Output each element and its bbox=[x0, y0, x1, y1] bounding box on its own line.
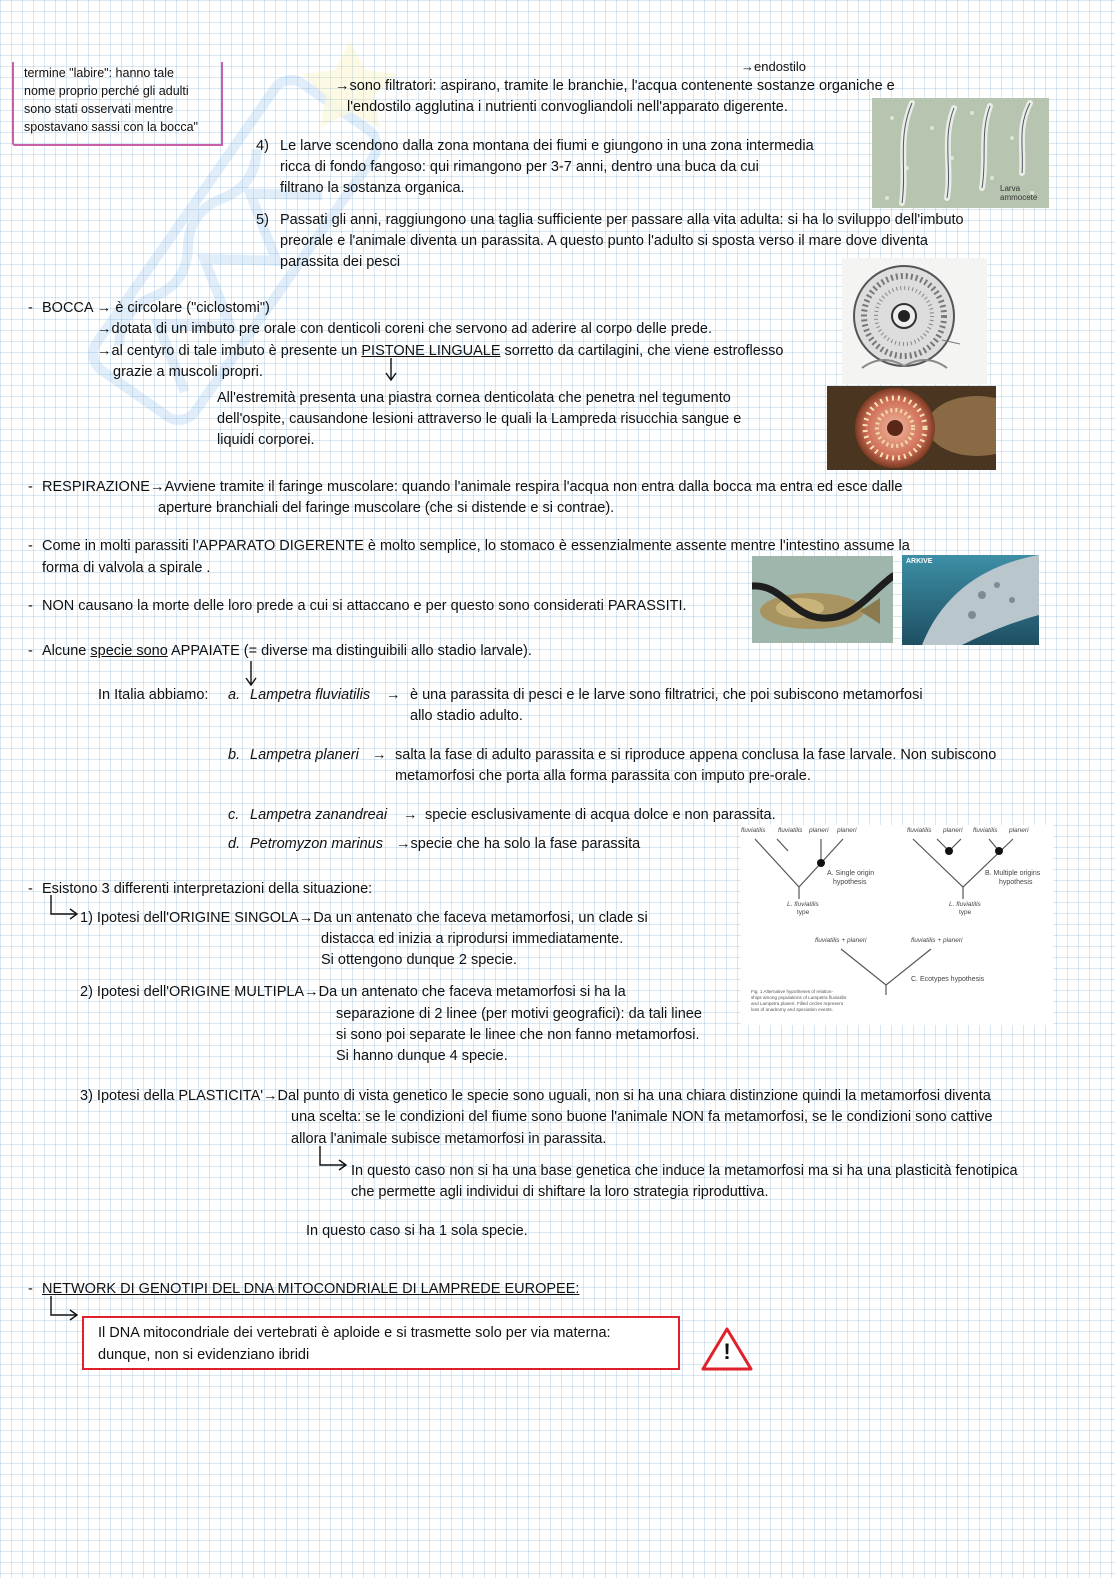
figure-tip: planeri bbox=[943, 827, 963, 834]
ipotesi2-title: 2) Ipotesi dell'ORIGINE MULTIPLA→Da un antenato che faceva metamorfosi si ha la bbox=[80, 984, 626, 1000]
figure-tip: fluviatilis + planeri bbox=[815, 937, 867, 944]
figure-title: A. Single origin bbox=[827, 870, 875, 877]
species-letter: d. bbox=[228, 836, 241, 852]
species-name: Lampetra zanandreai bbox=[250, 807, 388, 823]
note-line: sono stati osservati mentre bbox=[24, 102, 174, 116]
respirazione-line: aperture branchiali del faringe muscolare (che si distende e si contrae). bbox=[158, 500, 615, 516]
bocca-sub-line: liquidi corporei. bbox=[217, 432, 315, 448]
figure-tip: fluviatilis bbox=[741, 827, 766, 834]
ipotesi3-result: In questo caso si ha 1 sola specie. bbox=[306, 1223, 528, 1239]
bullet: - bbox=[28, 538, 33, 554]
filtratori-line: →sono filtratori: aspirano, tramite le branchie, l'acqua contenente sostanze organiche e bbox=[335, 78, 895, 94]
network-note-line: dunque, non si evidenziano ibridi bbox=[98, 1347, 310, 1363]
warning-glyph: ! bbox=[723, 1339, 731, 1364]
arrow-icon: → bbox=[403, 807, 418, 823]
note-box bbox=[12, 62, 223, 146]
species-desc: →specie che ha solo la fase parassita bbox=[396, 836, 641, 852]
species-desc: è una parassita di pesci e le larve sono filtratrici, che poi subiscono metamorfosi bbox=[410, 687, 923, 703]
bullet: - bbox=[28, 300, 33, 316]
step4-line: Le larve scendono dalla zona montana dei fiumi e giungono in una zona intermedia bbox=[280, 138, 814, 154]
filtratori-line: l'endostilo agglutina i nutrienti convogliandoli nell'apparato digerente. bbox=[347, 99, 788, 115]
species-letter: a. bbox=[228, 687, 241, 703]
figure-title: hypothesis bbox=[999, 879, 1033, 886]
step5-number: 5) bbox=[256, 212, 269, 228]
oral-disc-diagram bbox=[842, 258, 987, 384]
bullet: - bbox=[28, 598, 33, 614]
species-name: Lampetra planeri bbox=[250, 747, 359, 763]
larva-image bbox=[872, 98, 1049, 208]
note-line: nome proprio perché gli adulti bbox=[24, 84, 189, 98]
ipotesi2-line: separazione di 2 linee (per motivi geografici): da tali linee bbox=[336, 1006, 702, 1022]
step5-line: preorale e l'animale diventa un parassita. A questo punto l'adulto si sposta verso il mare dove diventa bbox=[280, 233, 928, 249]
species-letter: c. bbox=[228, 807, 240, 823]
species-desc: specie esclusivamente di acqua dolce e non parassita. bbox=[425, 807, 776, 823]
bullet: - bbox=[28, 881, 33, 897]
species-name: Lampetra fluviatilis bbox=[250, 687, 371, 703]
bocca-line: grazie a muscoli propri. bbox=[113, 364, 263, 380]
figure-root: L. fluviatilis bbox=[949, 901, 981, 908]
figure-title: B. Multiple origins bbox=[985, 870, 1041, 877]
bullet: - bbox=[28, 643, 33, 659]
digerente-line: forma di valvola a spirale . bbox=[42, 560, 211, 576]
bocca-line: →al centyro di tale imbuto è presente un PISTONE LINGUALE sorretto da cartilagini, che viene estroflesso bbox=[97, 343, 784, 359]
figure-caption: ships among populations of Lampetra fluviatilis bbox=[751, 995, 847, 1000]
species-desc: allo stadio adulto. bbox=[410, 708, 523, 724]
italia-intro: In Italia abbiamo: bbox=[98, 687, 209, 703]
species-letter: b. bbox=[228, 747, 241, 763]
figure-title: C. Ecotypes hypothesis bbox=[911, 976, 985, 983]
ipotesi3-sub-line: che permette agli individui di shiftare la loro strategia riproduttiva. bbox=[351, 1184, 769, 1200]
figure-tip: fluviatilis + planeri bbox=[911, 937, 963, 944]
respirazione-line: RESPIRAZIONE→Avviene tramite il faringe muscolare: quando l'animale respira l'acqua non entra dalla bocca ma entra ed esce dalle bbox=[42, 479, 903, 495]
step4-line: ricca di fondo fangoso: qui rimangono per 3-7 anni, dentro una buca da cui bbox=[280, 159, 759, 175]
arkive-logo-text: ARKIVE bbox=[906, 558, 933, 565]
endostilo-text: →endostilo bbox=[741, 59, 807, 74]
species-desc: salta la fase di adulto parassita e si riproduce appena conclusa la fase larvale. Non subiscono bbox=[395, 747, 997, 763]
arrow-icon: → bbox=[386, 687, 401, 703]
network-note-box bbox=[82, 1316, 680, 1370]
corner-arrow-icon bbox=[317, 1146, 349, 1172]
arrow-icon: → bbox=[372, 747, 387, 763]
pistone-linguale-term: PISTONE LINGUALE bbox=[361, 343, 501, 359]
ipotesi1-line: Si ottengono dunque 2 specie. bbox=[321, 952, 517, 968]
arkive-photo bbox=[902, 555, 1039, 645]
bocca-line: →dotata di un imbuto pre orale con denticoli coreni che servono ad aderire al corpo delle prede. bbox=[97, 321, 713, 337]
ipotesi3-title: 3) Ipotesi della PLASTICITA'→Dal punto di vista genetico le specie sono uguali, non si ha una chiara distinzione quindi la metamorfosi diventa bbox=[80, 1088, 991, 1104]
larva-caption: Larva ammocete bbox=[1000, 184, 1038, 202]
appaiate-line: Alcune specie sono APPAIATE (= diverse ma distinguibili allo stadio larvale). bbox=[42, 643, 532, 659]
lamprey-mouth-photo bbox=[827, 386, 996, 470]
bocca-sub-line: dell'ospite, causandone lesioni attraverso le quali la Lampreda risucchia sangue e bbox=[217, 411, 742, 427]
bullet: - bbox=[28, 479, 33, 495]
ipotesi1-title: 1) Ipotesi dell'ORIGINE SINGOLA→Da un antenato che faceva metamorfosi, un clade si bbox=[80, 910, 648, 926]
note-line: spostavano sassi con la bocca" bbox=[24, 120, 198, 134]
figure-tip: fluviatilis bbox=[973, 827, 998, 834]
figure-caption: and Lampetra planeri. Filled circles represent bbox=[751, 1001, 843, 1006]
figure-tip: planeri bbox=[1009, 827, 1029, 834]
hypotheses-figure bbox=[741, 825, 1053, 1025]
ipotesi1-line: distacca ed inizia a riprodursi immediatamente. bbox=[321, 931, 624, 947]
bocca-sub-line: All'estremità presenta una piastra cornea denticolata che penetra nel tegumento bbox=[217, 390, 731, 406]
digerente-line: Come in molti parassiti l'APPARATO DIGERENTE è molto semplice, lo stomaco è essenzialmente assente mentre l'intestino assume la bbox=[42, 538, 910, 554]
species-name: Petromyzon marinus bbox=[250, 836, 383, 852]
figure-root: type bbox=[797, 909, 810, 916]
step4-line: filtrano la sostanza organica. bbox=[280, 180, 465, 196]
step5-line: parassita dei pesci bbox=[280, 254, 401, 270]
ipotesi3-line: allora l'animale subisce metamorfosi in parassita. bbox=[291, 1131, 607, 1147]
figure-title: hypothesis bbox=[833, 879, 867, 886]
lamprey-on-fish-photo bbox=[752, 556, 893, 643]
figure-tip: fluviatilis bbox=[778, 827, 803, 834]
ipotesi3-line: una scelta: se le condizioni del fiume sono buone l'animale NON fa metamorfosi, se le condizioni sono cattive bbox=[291, 1109, 993, 1125]
figure-root: type bbox=[959, 909, 972, 916]
ipotesi3-sub-line: In questo caso non si ha una base genetica che induce la metamorfosi ma si ha una plasticità fenotipica bbox=[351, 1163, 1018, 1179]
esistono-line: Esistono 3 differenti interpretazioni della situazione: bbox=[42, 881, 373, 897]
down-arrow-icon bbox=[244, 661, 258, 687]
figure-tip: planeri bbox=[837, 827, 857, 834]
bocca-line: BOCCA → è circolare ("ciclostomi") bbox=[42, 300, 270, 316]
bullet: - bbox=[28, 1281, 33, 1297]
warning-icon bbox=[700, 1326, 754, 1372]
step5-line: Passati gli anni, raggiungono una taglia sufficiente per passare alla vita adulta: si ha lo sviluppo dell'imbuto bbox=[280, 212, 964, 228]
figure-caption: loss of anadromy and speciation events. bbox=[751, 1007, 833, 1012]
figure-root: L. fluviatilis bbox=[787, 901, 819, 908]
corner-arrow-icon bbox=[48, 1296, 80, 1322]
ipotesi2-line: Si hanno dunque 4 specie. bbox=[336, 1048, 508, 1064]
corner-arrow-icon bbox=[48, 895, 80, 921]
parassiti-line: NON causano la morte delle loro prede a cui si attaccano e per questo sono considerati PARASSITI. bbox=[42, 598, 687, 614]
step4-number: 4) bbox=[256, 138, 269, 154]
network-heading: NETWORK DI GENOTIPI DEL DNA MITOCONDRIALE DI LAMPREDE EUROPEE: bbox=[42, 1281, 580, 1297]
figure-tip: planeri bbox=[809, 827, 829, 834]
species-desc: metamorfosi che porta alla forma parassita con imputo pre-orale. bbox=[395, 768, 811, 784]
ipotesi2-line: si sono poi separate le linee che non fanno metamorfosi. bbox=[336, 1027, 700, 1043]
figure-caption: Fig. 1 Alternative hypotheses of relation- bbox=[751, 989, 833, 994]
down-arrow-icon bbox=[384, 358, 398, 382]
note-line: termine "labire": hanno tale bbox=[24, 66, 174, 80]
network-note-line: Il DNA mitocondriale dei vertebrati è aploide e si trasmette solo per via materna: bbox=[98, 1325, 611, 1341]
figure-tip: fluviatilis bbox=[907, 827, 932, 834]
